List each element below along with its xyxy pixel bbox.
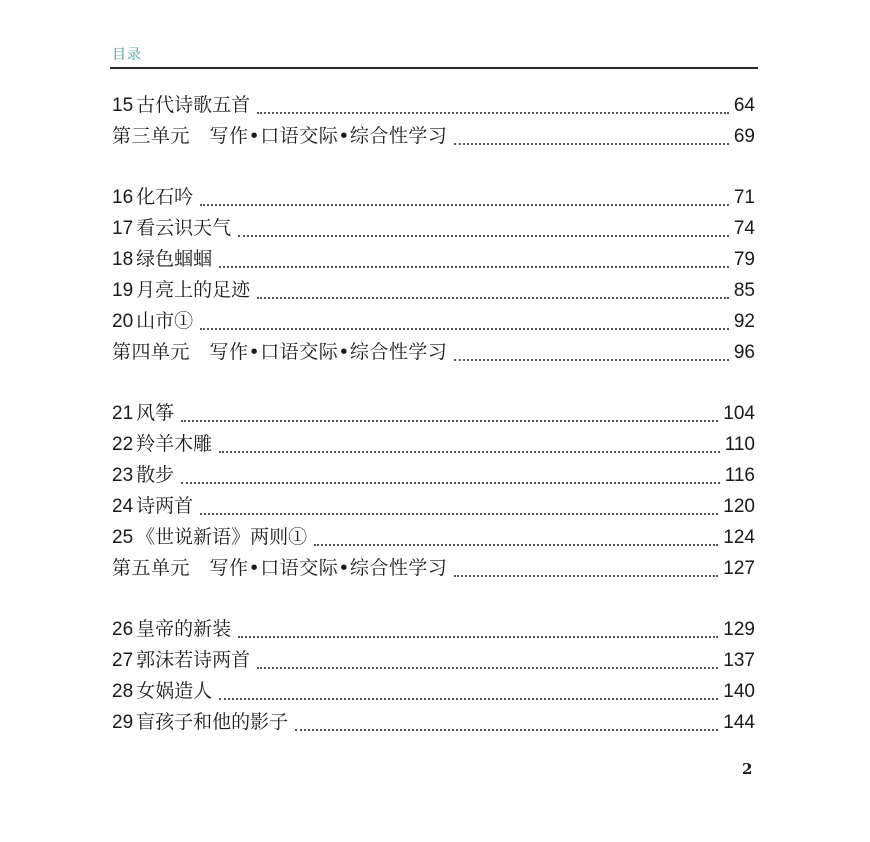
toc-entry[interactable] xyxy=(112,306,755,337)
toc-entry-page: 92 xyxy=(733,311,755,332)
toc-entry[interactable] xyxy=(112,429,755,460)
dot-leader xyxy=(295,729,718,731)
toc-entry-label xyxy=(112,306,197,337)
toc-entry-title: 第五单元 写作•口语交际•综合性学习 xyxy=(112,557,448,579)
toc-unit-entry[interactable] xyxy=(112,121,755,152)
toc-entry-page: 85 xyxy=(733,280,755,301)
toc-entry[interactable] xyxy=(112,275,755,306)
toc-entry[interactable] xyxy=(112,707,755,738)
toc-entry-label xyxy=(112,614,235,645)
toc-entry-number: 19 xyxy=(112,280,134,301)
toc-entry[interactable] xyxy=(112,645,755,676)
toc-entry-number: 18 xyxy=(112,249,134,270)
toc-entry-number: 21 xyxy=(112,403,134,424)
dot-leader xyxy=(454,143,728,145)
toc-entry-label xyxy=(112,213,235,244)
toc-group xyxy=(112,398,755,584)
toc-entry-page: 129 xyxy=(723,619,755,640)
toc-entry-number: 16 xyxy=(112,187,134,208)
toc-entry-number: 23 xyxy=(112,465,134,486)
toc-entry-title: 盲孩子和他的影子 xyxy=(136,711,289,733)
dot-leader xyxy=(181,420,718,422)
toc-entry-number: 17 xyxy=(112,218,134,239)
toc-group xyxy=(112,182,755,368)
toc-unit-entry[interactable] xyxy=(112,553,755,584)
toc-entry-page: 79 xyxy=(733,249,755,270)
toc-unit-entry[interactable] xyxy=(112,337,755,368)
toc-entry-title: 月亮上的足迹 xyxy=(136,279,251,301)
toc-entry-number: 20 xyxy=(112,311,134,332)
toc-entry-number: 15 xyxy=(112,95,134,116)
toc-entry-title: 绿色蝈蝈 xyxy=(136,248,213,270)
toc-entry-number: 24 xyxy=(112,496,134,517)
toc-entry[interactable] xyxy=(112,460,755,491)
toc-entry-number: 26 xyxy=(112,619,134,640)
toc-entry-title: 风筝 xyxy=(136,402,175,424)
toc-entry-title: 第四单元 写作•口语交际•综合性学习 xyxy=(112,341,448,363)
dot-leader xyxy=(454,359,728,361)
toc-entry-title: 《世说新语》两则① xyxy=(136,526,308,548)
table-of-contents xyxy=(112,90,755,768)
toc-entry-number: 22 xyxy=(112,434,134,455)
dot-leader xyxy=(314,544,718,546)
toc-entry[interactable] xyxy=(112,614,755,645)
dot-leader xyxy=(257,667,718,669)
toc-entry[interactable] xyxy=(112,213,755,244)
toc-entry-title: 散步 xyxy=(136,464,175,486)
toc-entry-page: 64 xyxy=(733,95,755,116)
toc-entry[interactable] xyxy=(112,522,755,553)
toc-entry[interactable] xyxy=(112,182,755,213)
toc-group xyxy=(112,90,755,152)
toc-entry-page: 110 xyxy=(724,434,755,455)
toc-entry-title: 女娲造人 xyxy=(136,680,213,702)
toc-entry[interactable] xyxy=(112,244,755,275)
dot-leader xyxy=(219,451,720,453)
toc-entry-label xyxy=(112,553,451,584)
toc-entry-label xyxy=(112,337,451,368)
toc-entry-label xyxy=(112,398,178,429)
toc-entry-label xyxy=(112,491,197,522)
dot-leader xyxy=(200,328,729,330)
toc-entry-title: 山市① xyxy=(136,310,194,332)
toc-entry-label xyxy=(112,645,254,676)
toc-entry-number: 27 xyxy=(112,650,134,671)
toc-entry-number: 25 xyxy=(112,527,134,548)
toc-entry-page: 69 xyxy=(733,126,755,147)
toc-entry-page: 116 xyxy=(724,465,755,486)
dot-leader xyxy=(238,235,729,237)
toc-entry-page: 104 xyxy=(723,403,755,424)
dot-leader xyxy=(238,636,718,638)
toc-entry-title: 看云识天气 xyxy=(136,217,232,239)
toc-entry-label xyxy=(112,275,254,306)
toc-entry-title: 皇帝的新装 xyxy=(136,618,232,640)
dot-leader xyxy=(219,266,729,268)
dot-leader xyxy=(200,513,718,515)
toc-entry-page: 144 xyxy=(723,712,755,733)
dot-leader xyxy=(454,575,718,577)
dot-leader xyxy=(219,698,718,700)
toc-entry-page: 124 xyxy=(723,527,755,548)
toc-entry[interactable] xyxy=(112,491,755,522)
toc-entry-title: 化石吟 xyxy=(136,186,194,208)
toc-entry-label xyxy=(112,676,216,707)
toc-entry-page: 120 xyxy=(723,496,755,517)
toc-entry-title: 第三单元 写作•口语交际•综合性学习 xyxy=(112,125,448,147)
dot-leader xyxy=(257,112,729,114)
toc-entry-label xyxy=(112,707,292,738)
toc-entry-title: 古代诗歌五首 xyxy=(136,94,251,116)
header-title: 目录 xyxy=(112,47,142,63)
toc-entry-title: 羚羊木雕 xyxy=(136,433,213,455)
header-rule xyxy=(110,67,758,69)
toc-entry-page: 137 xyxy=(723,650,755,671)
dot-leader xyxy=(200,204,729,206)
dot-leader xyxy=(257,297,729,299)
toc-entry-number: 28 xyxy=(112,681,134,702)
toc-entry-page: 140 xyxy=(723,681,755,702)
toc-entry-label xyxy=(112,121,451,152)
toc-entry-title: 郭沫若诗两首 xyxy=(136,649,251,671)
toc-entry-number: 29 xyxy=(112,712,134,733)
toc-group xyxy=(112,614,755,738)
toc-entry[interactable] xyxy=(112,90,755,121)
dot-leader xyxy=(181,482,720,484)
toc-entry-label xyxy=(112,429,216,460)
toc-entry-title: 诗两首 xyxy=(136,495,194,517)
toc-entry-label xyxy=(112,244,216,275)
page-number: 2 xyxy=(742,760,753,778)
toc-entry-label xyxy=(112,460,178,491)
toc-entry-label xyxy=(112,90,254,121)
toc-entry-label xyxy=(112,182,197,213)
toc-entry[interactable] xyxy=(112,398,755,429)
toc-entry-page: 74 xyxy=(733,218,755,239)
toc-entry[interactable] xyxy=(112,676,755,707)
toc-entry-page: 127 xyxy=(723,558,755,579)
toc-entry-label xyxy=(112,522,311,553)
toc-entry-page: 96 xyxy=(733,342,755,363)
toc-entry-page: 71 xyxy=(733,187,755,208)
